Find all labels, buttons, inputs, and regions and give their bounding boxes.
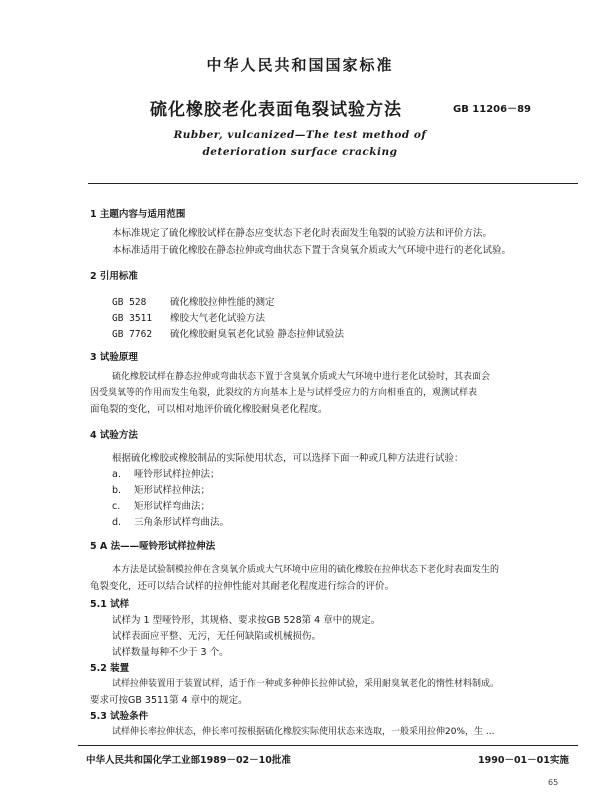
reference-item — [112, 310, 265, 324]
section-3-line-2: 因受臭氧等的作用而发生龟裂，此裂纹的方向基本上是与试样受应力的方向相垂直的，观测试样表 — [90, 388, 478, 398]
reference-code: GB 7762 — [112, 329, 153, 340]
reference-title: 硫化橡胶耐臭氧老化试验 静态拉伸试验法 — [170, 329, 345, 340]
method-mark: d. — [112, 517, 122, 528]
method-text: 矩形试样拉伸法； — [134, 485, 211, 496]
document-title: 硫化橡胶老化表面龟裂试验方法 — [150, 100, 402, 120]
section-3-line-3: 面龟裂的变化，可以相对地评价硫化橡胶耐臭老化程度。 — [90, 404, 328, 415]
method-mark: c. — [112, 501, 121, 512]
reference-item — [112, 326, 344, 340]
section-5-line-1: 本方法是试验制模拉伸在含臭氧介质或大气环境中应用的硫化橡胶在拉伸状态下老化时表面发生的 — [112, 565, 500, 575]
subsection-5-3-heading: 5.3 试验条件 — [90, 711, 149, 722]
subsection-5-1-line-1: 试样为 1 型哑铃形，其规格、要求按GB 528第 4 章中的规定。 — [112, 615, 381, 626]
implementation-date: 1990－01－01实施 — [478, 755, 569, 766]
reference-code: GB 3511 — [112, 313, 153, 324]
standard-code: GB 11206－89 — [453, 104, 532, 115]
method-text: 三角条形试样弯曲法。 — [134, 517, 230, 528]
subsection-5-2-line-1: 试样拉伸装置用于装置试样，适于作一种或多种伸长拉伸试验，采用耐臭氧老化的惰性材料制成。 — [112, 679, 500, 689]
section-1-paragraph-2: 本标准适用于硫化橡胶在静态拉伸或弯曲状态下置于含臭氧介质或大气环境中进行的老化试验。 — [112, 245, 512, 256]
approval-note: 中华人民共和国化学工业部1989－02－10批准 — [86, 755, 291, 766]
section-5-heading: 5 A 法——哑铃形试样拉伸法 — [90, 541, 216, 552]
page-number: 65 — [548, 778, 559, 787]
method-list-item — [112, 514, 229, 528]
method-list-item — [112, 482, 210, 496]
section-1-heading: 1 主题内容与适用范围 — [90, 209, 186, 220]
subsection-5-1-line-3: 试样数量每种不少于 3 个。 — [112, 647, 229, 658]
english-title-line2: deterioration surface cracking — [202, 146, 398, 158]
footer-divider — [78, 745, 578, 746]
subsection-5-1-line-2: 试样表面应平整、无污，无任何缺陷或机械损伤。 — [112, 631, 322, 642]
reference-title: 橡胶大气老化试验方法 — [170, 313, 266, 324]
reference-title: 硫化橡胶拉伸性能的测定 — [170, 297, 275, 308]
section-1-paragraph-1: 本标准规定了硫化橡胶试样在静态应变状态下老化时表面发生龟裂的试验方法和评价方法。 — [112, 228, 493, 239]
method-list-item — [112, 498, 210, 512]
standard-name: 中华人民共和国国家标准 — [206, 56, 394, 74]
method-list-item — [112, 466, 220, 480]
english-title-line1: Rubber, vulcanized—The test method of — [173, 129, 427, 141]
subsection-5-2-heading: 5.2 装置 — [90, 663, 130, 674]
section-3-heading: 3 试验原理 — [90, 352, 138, 363]
reference-code: GB 528 — [112, 297, 147, 308]
section-2-heading: 2 引用标准 — [90, 271, 138, 282]
section-4-heading: 4 试验方法 — [90, 430, 138, 441]
subsection-5-3-line-1: 试样伸长率拉伸状态，伸长率可按根据硫化橡胶实际使用状态来选取，一般采用拉伸20%，生 ... — [112, 727, 495, 737]
subsection-5-2-line-2: 要求可按GB 3511第 4 章中的规定。 — [90, 695, 248, 706]
method-text: 哑铃形试样拉伸法； — [134, 469, 220, 480]
method-mark: a. — [112, 469, 121, 480]
header-divider — [88, 183, 578, 184]
subsection-5-1-heading: 5.1 试样 — [90, 599, 130, 610]
section-3-line-1: 硫化橡胶试样在静态拉伸或弯曲状态下置于含臭氧介质或大气环境中进行老化试验时，其表面会 — [112, 372, 491, 382]
method-mark: b. — [112, 485, 122, 496]
method-text: 矩形试样弯曲法； — [134, 501, 211, 512]
section-4-intro: 根据硫化橡胶或橡胶制品的实际使用状态，可以选择下面一种或几种方法进行试验： — [112, 453, 464, 464]
reference-item — [112, 294, 275, 308]
section-5-line-2: 龟裂变化，还可以结合试样的拉伸性能对其耐老化程度进行综合的评价。 — [90, 581, 395, 592]
